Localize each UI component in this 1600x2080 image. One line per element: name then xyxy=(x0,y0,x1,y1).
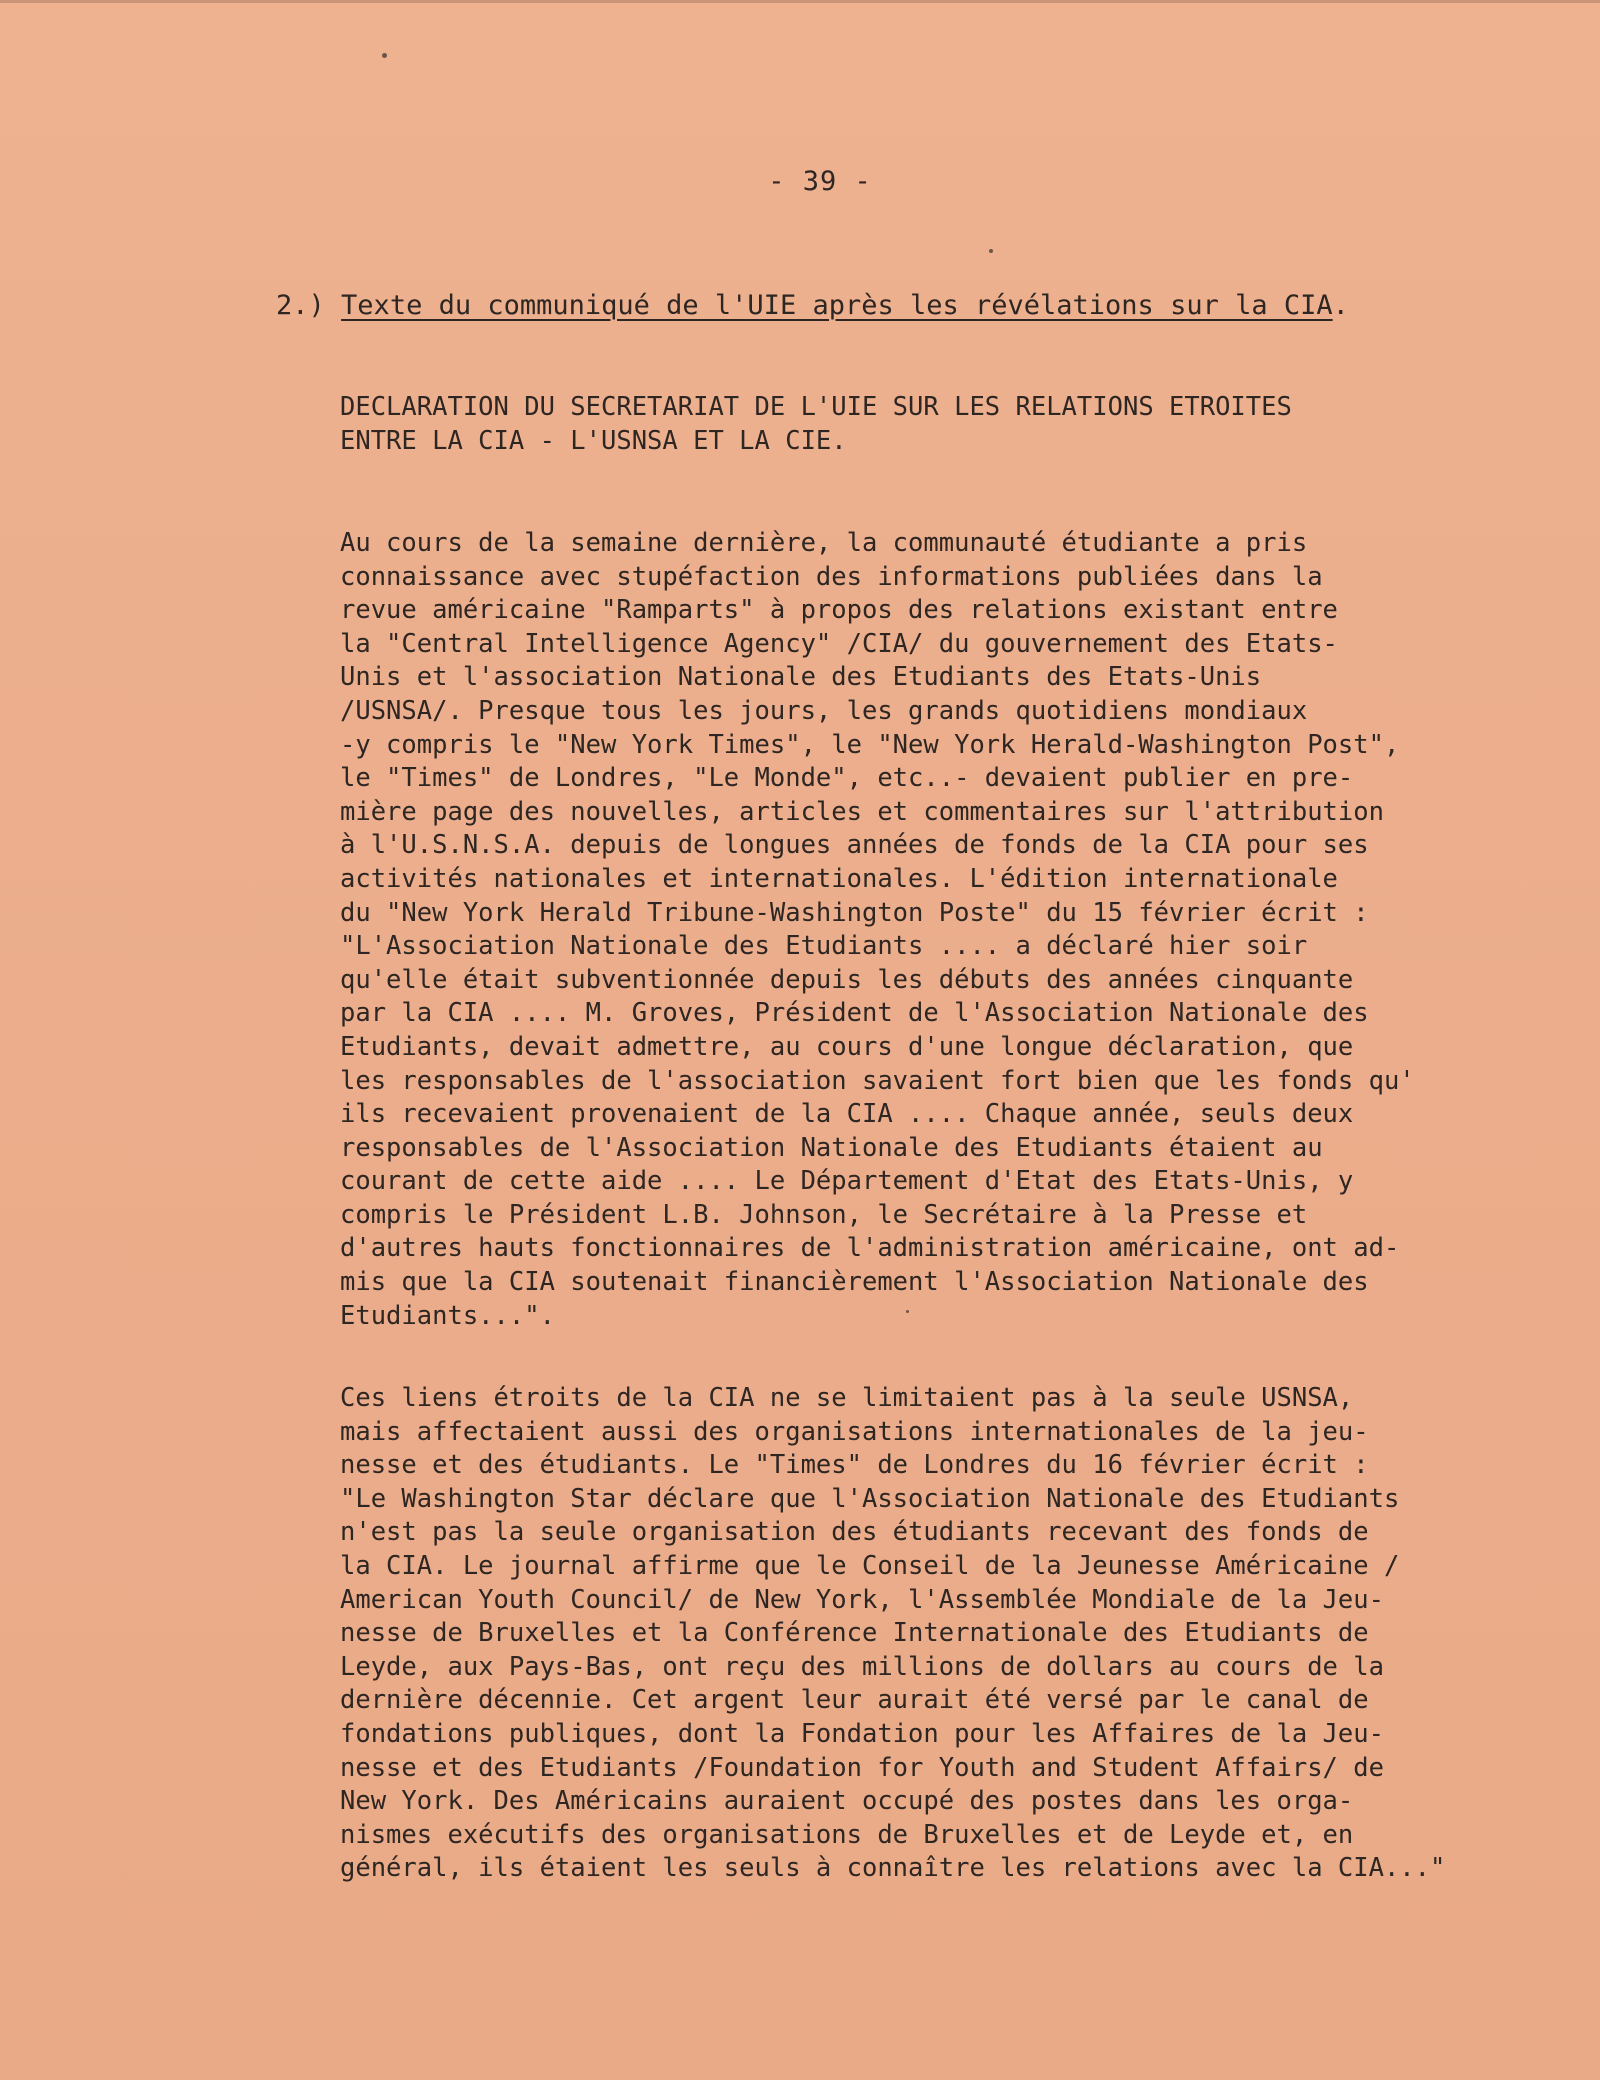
text-line: mis que la CIA soutenait financièrement l'Association Nationale des xyxy=(340,1267,1369,1298)
text-line: nesse de Bruxelles et la Conférence Internationale des Etudiants de xyxy=(340,1618,1369,1649)
paper-speck xyxy=(382,53,387,58)
text-line: mais affectaient aussi des organisations internationales de la jeu- xyxy=(340,1416,1369,1447)
declaration-title xyxy=(340,390,1292,458)
text-line: n'est pas la seule organisation des étudiants recevant des fonds de xyxy=(340,1517,1369,1548)
section-title-end: . xyxy=(1332,290,1349,321)
text-line: nismes exécutifs des organisations de Bruxelles et de Leyde et, en xyxy=(340,1819,1354,1850)
text-line: dernière décennie. Cet argent leur aurait été versé par le canal de xyxy=(340,1685,1369,1716)
text-line: Unis et l'association Nationale des Etudiants des Etats-Unis xyxy=(340,662,1262,693)
text-line: compris le Président L.B. Johnson, le Secrétaire à la Presse et xyxy=(340,1199,1308,1230)
text-line: courant de cette aide .... Le Département d'Etat des Etats-Unis, y xyxy=(340,1166,1354,1197)
paragraph-2 xyxy=(340,1382,1445,1886)
paragraph-1 xyxy=(340,527,1415,1333)
page-number: - 39 - xyxy=(768,166,872,197)
text-line: "Le Washington Star déclare que l'Association Nationale des Etudiants xyxy=(340,1483,1400,1514)
text-line: /USNSA/. Presque tous les jours, les grands quotidiens mondiaux xyxy=(340,695,1308,726)
text-line: la "Central Intelligence Agency" /CIA/ du gouvernement des Etats- xyxy=(340,628,1338,659)
text-line: par la CIA .... M. Groves, Président de l'Association Nationale des xyxy=(340,998,1369,1029)
text-line: connaissance avec stupéfaction des informations publiées dans la xyxy=(340,561,1323,592)
declaration-line-1: DECLARATION DU SECRETARIAT DE L'UIE SUR LES RELATIONS ETROITES xyxy=(340,392,1292,422)
section-number: 2.) xyxy=(276,290,325,321)
text-line: "L'Association Nationale des Etudiants .... a déclaré hier soir xyxy=(340,931,1308,962)
text-line: du "New York Herald Tribune-Washington Poste" du 15 février écrit : xyxy=(340,897,1369,928)
text-line: Etudiants...". xyxy=(340,1300,555,1331)
text-line: revue américaine "Ramparts" à propos des relations existant entre xyxy=(340,595,1338,626)
text-line: général, ils étaient les seuls à connaître les relations avec la CIA..." xyxy=(340,1853,1446,1884)
page-top-edge xyxy=(0,0,1600,3)
text-line: qu'elle était subventionnée depuis les débuts des années cinquante xyxy=(340,964,1354,995)
text-line: American Youth Council/ de New York, l'Assemblée Mondiale de la Jeu- xyxy=(340,1584,1384,1615)
text-line: le "Times" de Londres, "Le Monde", etc..- devaient publier en pre- xyxy=(340,763,1354,794)
text-line: ils recevaient provenaient de la CIA .... Chaque année, seuls deux xyxy=(340,1099,1354,1130)
text-line: Etudiants, devait admettre, au cours d'une longue déclaration, que xyxy=(340,1031,1354,1062)
text-line: responsables de l'Association Nationale des Etudiants étaient au xyxy=(340,1132,1323,1163)
text-line: nesse et des étudiants. Le "Times" de Londres du 16 février écrit : xyxy=(340,1450,1369,1481)
text-line: Au cours de la semaine dernière, la communauté étudiante a pris xyxy=(340,528,1308,558)
text-line: activités nationales et internationales. L'édition internationale xyxy=(340,863,1338,894)
text-line: nesse et des Etudiants /Foundation for Youth and Student Affairs/ de xyxy=(340,1752,1384,1783)
section-heading xyxy=(276,290,1349,321)
paper-speck xyxy=(989,249,993,253)
text-line: la CIA. Le journal affirme que le Conseil de la Jeunesse Américaine / xyxy=(340,1550,1400,1581)
section-title: Texte du communiqué de l'UIE après les révélations sur la CIA xyxy=(341,290,1333,321)
text-line: fondations publiques, dont la Fondation pour les Affaires de la Jeu- xyxy=(340,1718,1384,1749)
text-line: Leyde, aux Pays-Bas, ont reçu des millions de dollars au cours de la xyxy=(340,1651,1384,1682)
declaration-line-2: ENTRE LA CIA - L'USNSA ET LA CIE. xyxy=(340,426,847,456)
text-line: les responsables de l'association savaient fort bien que les fonds qu' xyxy=(340,1065,1415,1096)
text-line: à l'U.S.N.S.A. depuis de longues années de fonds de la CIA pour ses xyxy=(340,830,1369,861)
text-line: New York. Des Américains auraient occupé des postes dans les orga- xyxy=(340,1786,1354,1817)
text-line: mière page des nouvelles, articles et commentaires sur l'attribution xyxy=(340,796,1384,827)
text-line: -y compris le "New York Times", le "New York Herald-Washington Post", xyxy=(340,729,1400,760)
text-line: d'autres hauts fonctionnaires de l'administration américaine, ont ad- xyxy=(340,1233,1400,1264)
text-line: Ces liens étroits de la CIA ne se limitaient pas à la seule USNSA, xyxy=(340,1383,1354,1413)
